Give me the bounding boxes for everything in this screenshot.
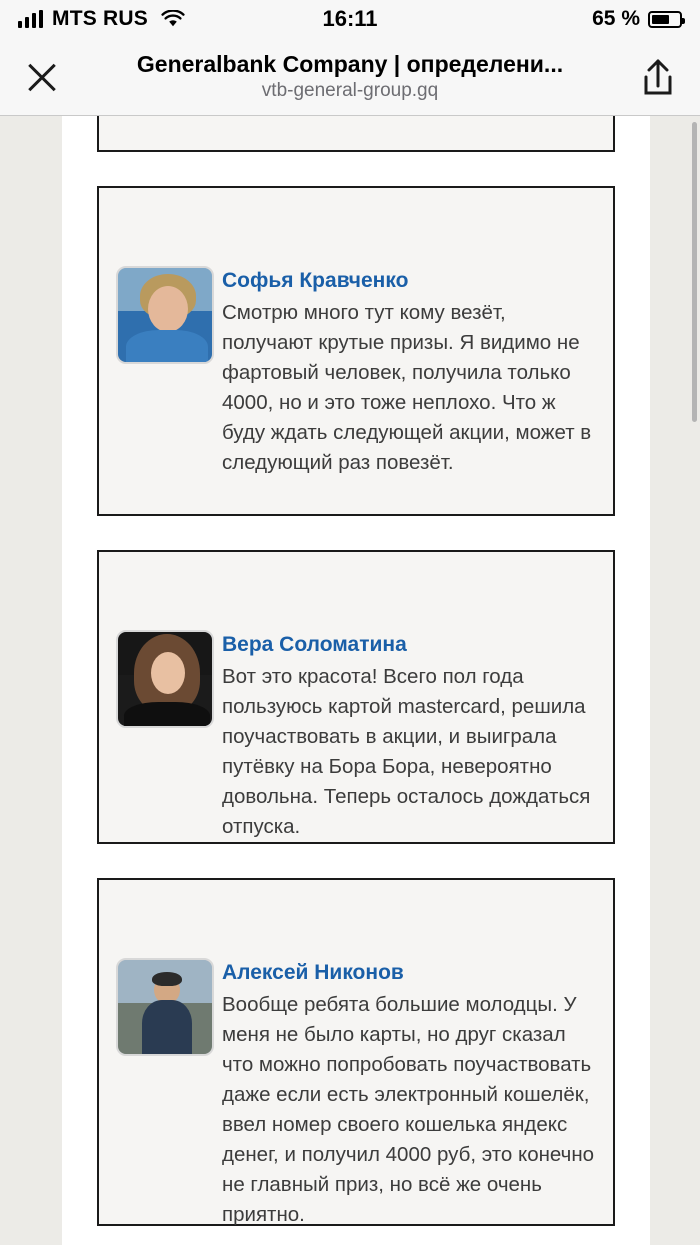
battery-percentage-label: 65 % bbox=[592, 7, 640, 30]
carrier-label: MTS RUS bbox=[52, 7, 148, 30]
battery-icon bbox=[648, 11, 682, 28]
review-body bbox=[222, 630, 613, 842]
share-upload-icon[interactable] bbox=[638, 55, 678, 99]
review-author-name[interactable]: Алексей Никонов bbox=[222, 961, 404, 984]
avatar-sofya-kravchenko bbox=[116, 266, 214, 364]
page-title: Generalbank Company | определени... bbox=[136, 50, 564, 77]
avatar-vera-solomatina bbox=[116, 630, 214, 728]
review-text: Смотрю много тут кому везёт, получают крутые призы. Я видимо не фартовый человек, получила только 4000, но и это тоже неплохо. Что ж буду ждать следующей акции, может в следующий раз повезёт. bbox=[222, 301, 592, 474]
close-icon[interactable] bbox=[22, 57, 62, 97]
avatar-aleksey-nikonov bbox=[116, 958, 214, 1056]
review-body bbox=[222, 266, 613, 478]
review-body bbox=[222, 958, 613, 1230]
clock-label: 16:11 bbox=[322, 6, 378, 31]
status-bar bbox=[0, 0, 700, 38]
browser-title-block bbox=[62, 50, 638, 104]
page-url[interactable]: vtb-general-group.gq bbox=[261, 79, 439, 101]
review-text: Вообще ребята большие молодцы. У меня не было карты, но друг сказал что можно попробовать поучаствовать даже если есть электронный кошелёк, ввел номер своего кошелька яндекс денег, и получил 4000 руб, это конечно не главный приз, но всё же очень приятно. bbox=[222, 993, 595, 1226]
review-card bbox=[97, 186, 615, 516]
review-content bbox=[99, 552, 613, 842]
review-text: Вот это красота! Всего пол года пользуюсь картой mastercard, решила поучаствовать в акции, и выиграла путёвку на Бора Бора, невероятно довольна. Теперь осталось дождаться отпуска. bbox=[222, 665, 591, 838]
browser-toolbar bbox=[0, 38, 700, 116]
review-content bbox=[99, 188, 613, 478]
review-card-partial-top bbox=[97, 116, 615, 152]
review-author-name[interactable]: Вера Соломатина bbox=[222, 633, 407, 656]
page-content-column bbox=[62, 116, 650, 1245]
web-page-viewport[interactable] bbox=[0, 116, 700, 1245]
review-card bbox=[97, 550, 615, 844]
review-author-name[interactable]: Софья Кравченко bbox=[222, 269, 409, 292]
review-card bbox=[97, 878, 615, 1226]
vertical-scrollbar[interactable] bbox=[692, 122, 697, 422]
review-content bbox=[99, 880, 613, 1230]
